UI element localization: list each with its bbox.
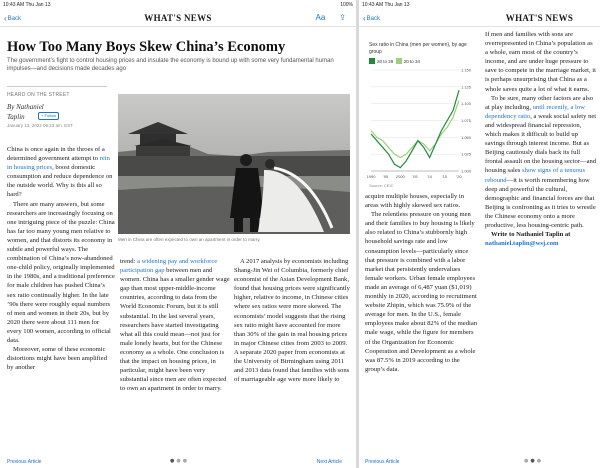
right-screen [359,0,600,468]
paragraph: To be sure, many other factors are also at play including, until recently, a low dependency ratio, a weak social safety net and widespread financial repression, which makes it difficult to build up savings through interest income. But as Beijing cautiously dials back its full frontal assault on the housing sector—and housing sales show signs of a tenuous rebound—it is worth remembering how deep and powerful the cultural, demographic and financial forces are that Beijing is confronting as it tries to wrestle the Chinese economy onto a more productive, less housing-centric path. [485,94,597,229]
author-email-link[interactable]: nathaniel.taplin@wsj.com [485,240,559,248]
status-bar [0,0,356,9]
top-nav [359,10,600,27]
x-tick-label: 2000 [395,174,405,179]
paragraph: trend: a widening pay and workforce participation gap between men and women. China has a smaller gender wage gap than most upper-middle-income countries, according to data from the World Economic Forum, but it is still substantial. In the last several years, researchers have started investigating what all this could mean—not just for male lonely hearts, but for the Chinese economy as a whole. One conclusion is that the impact on housing prices, in particular, might have been very substantial since men are often expected to own an apartment in order to marry. [120,258,230,393]
article-column-5 [485,30,597,455]
y-tick-label: 1.000 [461,168,472,174]
article-photo [118,94,350,234]
divider [7,86,107,87]
page-indicator: ●●● [170,458,190,464]
x-tick-label: '20 [456,174,462,179]
paragraph: If men and families with sons are overrepresented in China’s population as a whole, earn most of the country’s income, and are under huge pressure to save to compete in the marriage market, it is perhaps unsurprising that China as a whole saves quite a lot of what it earns. [485,31,596,93]
x-tick-label: 1990 [367,174,376,179]
paragraph: There are many answers, but some researchers are increasingly focusing on one intriguing piece of the puzzle: China has far too many young men relative to women, and that distorts its economy in subtle and powerful ways. The combination of China’s now-abandoned one-child policy, originally implemented in the 1980s, and a traditional preference for male children has pushed China’s sex ratio continually higher. In the late ’90s there were roughly equal numbers of men and women in their 20s, but by 2020 there were about 111 men for every 100 women, according to official data. [7,200,115,344]
masthead: WHAT'S NEWS [505,13,574,23]
share-icon[interactable]: ⇪ [339,13,346,22]
back-button[interactable]: ‹Back [4,14,22,23]
legend-swatch-20-34 [396,58,402,64]
y-tick-label: 1.100 [461,101,472,107]
author-name[interactable]: Taplin [7,113,25,121]
x-tick-label: '05 [412,174,418,179]
chart-legend [369,58,420,64]
status-bar [359,0,600,9]
wedding-photo-image [118,94,350,234]
page-indicator: ●●● [524,458,544,464]
masthead: WHAT'S NEWS [144,13,212,23]
y-tick-label: 1.075 [461,118,472,123]
sex-ratio-chart [367,66,481,183]
link-housing-prices[interactable]: rein in housing prices [7,155,110,172]
follow-author-button[interactable]: + Follow [38,112,59,120]
legend-swatch-20-29 [369,58,375,64]
y-tick-label: 1.125 [461,84,472,90]
y-tick-label: 1.050 [461,134,472,140]
chart-title: Sex ratio in China (men per women), by age group [369,42,467,55]
chevron-left-icon: ‹ [363,14,366,23]
sex-ratio-chart-svg [367,66,481,183]
chevron-left-icon: ‹ [4,14,7,23]
text-size-icon[interactable]: Aa [315,13,326,22]
paragraph: Moreover, some of these economic distortions might have been amplified by another [7,346,107,372]
legend-label-20-34: 20 to 34 [403,59,421,64]
status-time: 10:43 AM Thu Jan 13 [362,2,410,8]
article-headline: How Too Many Boys Skew China’s Economy [7,39,286,55]
y-tick-label: 1.150 [461,67,472,73]
article-column-2 [120,257,230,455]
byline: By Nathaniel [7,103,44,111]
article-dek: The government’s fight to control housing prices and insulate the economy is bound up with some very fundamental human impulses—and decisions made decades ago [7,58,334,72]
article-column-3 [234,257,351,455]
x-tick-label: '10 [427,174,433,179]
battery-indicator: 100% [340,2,353,8]
chart-source: Source: CEIC [369,183,394,188]
article-column-1 [7,145,115,457]
top-nav [0,10,356,27]
previous-article-link[interactable]: Previous Article [365,459,400,465]
link-pay-gap[interactable]: a widening pay and workforce participation gap [120,258,218,275]
paragraph: A 2017 analysis by economists including Shang-Jin Wei of Columbia, formerly chief economist of the Asian Development Bank, found that housing prices were significantly higher, relative to income, in Chinese cities where sex ratios were more skewed. The economists’ model suggests that the rising sex ratio might have accounted for more than 30% of the gain in real housing prices in major Chinese cities from 2003 to 2009. A separate 2020 paper from economists at the University of Birmingham using 2011 and 2013 data found that families with sons of marriageable age were more likely to [234,258,350,384]
paragraph: The relentless pressure on young men and their families to buy housing is likely also related to China’s stubbornly high household savings rate and low consumption levels—particularly since that pressure is combined with a labor market that persistently undervalues female workers. Urban female employees made an average of 6,487 yuan ($1,019) monthly in 2020, according to recruitment website Zhipin, which was 75.9% of the average for men. In the U.S., female employees make about 82% of the median male wage, while the figure for members of the Organization for Economic Cooperation and Development as a whole was 87.5% in 2019 according to the group’s data. [365,211,478,373]
next-article-link[interactable]: Next Article [316,459,342,465]
y-tick-label: 1.025 [461,151,472,157]
paragraph: China is once again in the throes of a determined government attempt to rein in housing prices, boost domestic consumption and reduce dependence on the outside world. Why is this all so hard? [7,146,113,199]
link-tenuous-rebound[interactable]: show signs of a tenuous rebound [485,167,586,184]
article-column-4 [365,192,479,455]
status-time: 10:43 AM Thu Jan 13 [3,2,51,8]
back-button[interactable]: ‹Back [363,14,381,23]
paragraph: Write to Nathaniel Taplin at nathaniel.taplin@wsj.com [485,231,571,248]
x-tick-label: '95 [383,174,389,179]
link-dependency-ratio[interactable]: until recently, a low dependency ratio [485,103,585,120]
legend-label-20-29: 20 to 29 [377,59,394,64]
paragraph: acquire multiple houses, especially in areas with highly skewed sex ratios. [365,193,465,210]
article-date: January 13, 2022 09:23 am. EST [7,123,74,128]
x-tick-label: '15 [441,174,447,179]
previous-article-link[interactable]: Previous Article [7,459,42,465]
photo-caption: Men in China are often expected to own an apartment in order to marry. [118,237,261,242]
section-kicker: HEARD ON THE STREET [7,92,70,98]
